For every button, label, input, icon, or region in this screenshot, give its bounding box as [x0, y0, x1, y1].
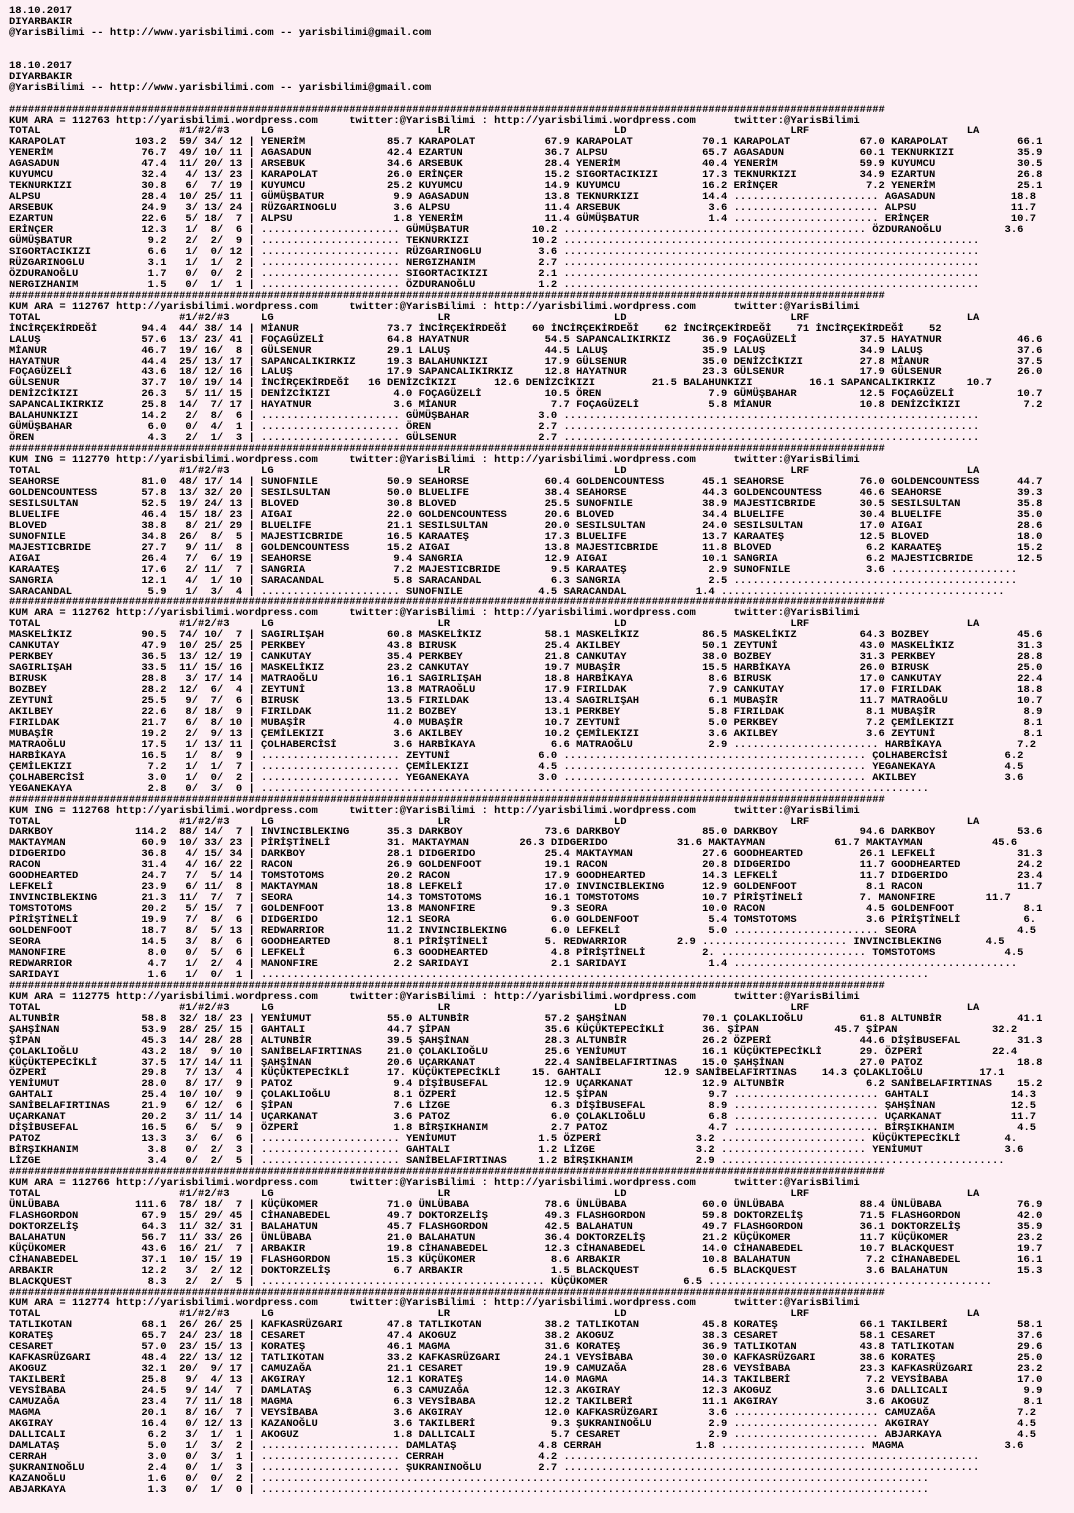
report-line: SAPANCALIKIRKIZ 25.8 14/ 7/ 17 | HAYATNUR 3.6 MİANUR 7.7 FOÇAGÜZELİ 5.8 MİANUR 10.8 DENİZCİKIZI 7.2 [9, 399, 1043, 412]
report-line: GÜMÜŞBATUR 9.2 2/ 2/ 9 | ...................... TEKNURKIZI 10.2 .................................................................. [9, 235, 980, 248]
race-header: KUM ARA = 112766 http://yarisbilimi.wordpress.com twitter:@YarisBilimi : http://yarisbilimi.wordpress.com twitter:@YarisBilimi [9, 1176, 860, 1189]
report-line: LEFKELİ 23.9 6/ 11/ 8 | MAKTAYMAN 18.8 LEFKELİ 17.0 INVINCIBLEKING 12.9 GOLDENFOOT 8.1 RACON 11.7 [9, 881, 1043, 894]
report-line: SANGRIA 12.1 4/ 1/ 10 | SARACANDAL 5.8 SARACANDAL 6.3 SANGRIA 2.5 ............................................. [9, 574, 1018, 587]
report-line: SEORA 14.5 3/ 8/ 6 | GOODHEARTED 8.1 PİRİŞTİNELİ 5. REDWARRIOR 2.9 ....................... INVINCIBLEKING 4.5 [9, 936, 1005, 949]
report-line: UÇARKANAT 20.2 3/ 11/ 14 | UÇARKANAT 3.6 PATOZ 6.0 ÇOLAKLIOĞLU 6.8 ....................... UÇARKANAT 11.7 [9, 1111, 1037, 1124]
report-line: YENİUMUT 28.0 8/ 17/ 9 | PATOZ 9.4 DİŞİBUSEFAL 12.9 UÇARKANAT 12.9 ALTUNBİR 6.2 SANİBELAFIRTINAS 15.2 [9, 1078, 1043, 1091]
report-line: ÇOLAKLIOĞLU 43.2 18/ 9/ 10 | SANİBELAFIRTINAS 21.0 ÇOLAKLIOĞLU 25.6 YENİUMUT 16.1 KÜÇÜKTEPECİKLİ 29. ÖZPERİ 22.4 [9, 1045, 1018, 1058]
column-header: TOTAL #1/#2/#3 LG LR LD LRF LA [9, 618, 980, 631]
report-line: ÖZPERİ 29.8 7/ 13/ 4 | KÜÇÜKTEPECİKLİ 17. KÜÇÜKTEPECİKLİ 15. GAHTALI 12.9 SANİBELAFIRTINAS 14.3 ÇOLAKLIOĞLU 17.1 [9, 1067, 1005, 1080]
report-line: SIGORTACIKIZI 6.6 1/ 0/ 12 | ...................... RÜZGARINOGLU 3.6 .................................................................. [9, 245, 980, 258]
report-line: GOODHEARTED 24.7 7/ 5/ 14 | TOMSTOTOMS 20.2 RACON 17.9 GOODHEARTED 14.3 LEFKELİ 11.7 DIDGERIDO 23.4 [9, 870, 1043, 883]
report-line: CİHANABEDEL 37.1 10/ 15/ 19 | FLASHGORDON 15.3 KÜÇÜKOMER 8.6 ARBAKIR 10.8 BALAHATUN 7.2 CİHANABEDEL 16.1 [9, 1253, 1043, 1266]
report-line: VEYSİBABA 24.5 9/ 14/ 7 | DAMLATAŞ 6.3 CAMUZAĞA 12.3 AKGIRAY 12.3 AKOGUZ 3.6 DALLICALI 9.9 [9, 1385, 1043, 1398]
report-line: DARKBOY 114.2 88/ 14/ 7 | INVINCIBLEKING 35.3 DARKBOY 73.6 DARKBOY 85.0 DARKBOY 94.6 DARKBOY 53.6 [9, 826, 1043, 839]
report-line: MANONFIRE 8.0 0/ 5/ 6 | LEFKELİ 6.3 GOODHEARTED 4.8 PİRİŞTİNELİ 2. ....................... TOMSTOTOMS 4.5 [9, 946, 1024, 959]
section-divider: ########################################################################################################################################### [9, 103, 885, 116]
report-line: PERKBEY 36.5 13/ 12/ 19 | CANKUTAY 35.4 PERKBEY 21.8 CANKUTAY 38.0 BOZBEY 31.3 PERKBEY 28.8 [9, 651, 1043, 664]
race-header: KUM ING = 112770 http://yarisbilimi.wordpress.com twitter:@YarisBilimi : http://yarisbilimi.wordpress.com twitter:@YarisBilimi [9, 454, 860, 467]
blank-line [9, 39, 1042, 50]
report-line: TOMSTOTOMS 20.2 5/ 15/ 7 | GOLDENFOOT 13.8 MANONFIRE 9.3 SEORA 10.0 RACON 4.5 GOLDENFOOT 8.1 [9, 903, 1043, 916]
report-line: NERGIZHANIM 1.5 0/ 1/ 1 | ...................... ÖZDURANOĞLU 1.2 .................................................................. [9, 278, 980, 291]
report-line: ŞUKRANINOĞLU 2.4 0/ 1/ 3 | ...................... ŞUKRANINOĞLU 2.7 .................................................................. [9, 1461, 980, 1474]
report-line: DOKTORZELİŞ 64.3 11/ 32/ 31 | BALAHATUN 45.7 FLASHGORDON 42.5 BALAHATUN 49.7 FLASHGORDON 36.1 DOKTORZELİŞ 35.9 [9, 1220, 1043, 1233]
report-line: MAJESTICBRIDE 27.7 9/ 11/ 8 | GOLDENCOUNTESS 15.2 AIGAI 13.8 MAJESTICBRIDE 11.8 BLOVED 6.2 KARAATEŞ 15.2 [9, 541, 1043, 554]
report-line: KORATEŞ 65.7 24/ 23/ 18 | CESARET 47.4 AKOGUZ 38.2 AKOGUZ 38.3 CESARET 58.1 CESARET 37.6 [9, 1330, 1043, 1343]
report-line: SUNOFNILE 34.8 26/ 8/ 5 | MAJESTICBRIDE 16.5 KARAATEŞ 17.3 BLUELIFE 13.7 KARAATEŞ 12.5 BLOVED 18.0 [9, 530, 1043, 543]
report-line: BIRUSK 28.8 3/ 17/ 14 | MATRAOĞLU 16.1 SAGIRLIŞAH 18.8 HARBİKAYA 8.6 BIRUSK 17.0 CANKUTAY 22.4 [9, 673, 1043, 686]
report-line: REDWARRIOR 4.7 1/ 2/ 4 | MANONFIRE 2.2 SARIDAYI 2.1 SARIDAYI 1.4 ............................................. [9, 957, 1018, 970]
report-line: GÜMÜŞBAHAR 6.0 0/ 4/ 1 | ...................... ÖREN 2.7 .................................................................. [9, 421, 980, 434]
report-line: KÜÇÜKOMER 43.6 16/ 21/ 7 | ARBAKIR 19.8 CİHANABEDEL 12.3 CİHANABEDEL 14.0 CİHANABEDEL 10.7 BLACKQUEST 19.7 [9, 1242, 1043, 1255]
report-line: AKILBEY 22.6 8/ 18/ 9 | FIRILDAK 11.2 BOZBEY 13.1 PERKBEY 5.8 FIRILDAK 8.1 MUBAŞİR 8.9 [9, 706, 1043, 718]
report-line: ÜNLÜBABA 111.6 78/ 18/ 7 | KÜÇÜKOMER 71.0 ÜNLÜBABA 78.6 ÜNLÜBABA 60.0 ÜNLÜBABA 88.4 ÜNLÜBABA 76.9 [9, 1198, 1043, 1211]
report-line: KARAPOLAT 103.2 59/ 34/ 12 | YENERİM 85.7 KARAPOLAT 67.9 KARAPOLAT 70.1 KARAPOLAT 67.0 KARAPOLAT 66.1 [9, 136, 1043, 149]
report-line: KARAATEŞ 17.6 2/ 11/ 7 | SANGRIA 7.2 MAJESTICBRIDE 9.5 KARAATEŞ 2.9 SUNOFNILE 3.6 .................... [9, 563, 1018, 576]
column-header: TOTAL #1/#2/#3 LG LR LD LRF LA [9, 465, 980, 478]
report-line: KUYUMCU 32.4 4/ 13/ 23 | KARAPOLAT 26.0 ERİNÇER 15.2 SIGORTACIKIZI 17.3 TEKNURKIZI 34.9 EZARTUN 26.8 [9, 169, 1043, 182]
race-header: KUM ARA = 112774 http://yarisbilimi.wordpress.com twitter:@YarisBilimi : http://yarisbilimi.wordpress.com twitter:@YarisBilimi [9, 1297, 860, 1310]
report-line: DIYARBAKIR [9, 15, 73, 28]
report-line: ALTUNBİR 58.8 32/ 18/ 23 | YENİUMUT 55.0 ALTUNBİR 57.2 ŞAHŞİNAN 70.1 ÇOLAKLIOĞLU 61.8 ALTUNBİR 41.1 [9, 1012, 1043, 1025]
report-line: AKOGUZ 32.1 20/ 9/ 17 | CAMUZAĞA 21.1 CESARET 19.9 CAMUZAĞA 28.6 VEYSİBABA 23.3 KAFKASRÜZGARI 23.2 [9, 1363, 1043, 1376]
report-line: RACON 31.4 4/ 16/ 22 | RACON 26.9 GOLDENFOOT 19.1 RACON 20.8 DIDGERIDO 11.7 GOODHEARTED 24.2 [9, 859, 1043, 872]
report-line: RÜZGARINOGLU 3.1 1/ 1/ 2 | ...................... NERGIZHANIM 2.7 .................................................................. [9, 256, 980, 269]
report-line: TATLIKOTAN 68.1 26/ 26/ 25 | KAFKASRÜZGARI 47.8 TATLIKOTAN 38.2 TATLIKOTAN 45.8 KORATEŞ 66.1 TAKILBERİ 58.1 [9, 1319, 1043, 1332]
report-line: BALAHATUN 56.7 11/ 33/ 26 | ÜNLÜBABA 21.0 BALAHATUN 36.4 DOKTORZELİŞ 21.2 KÜÇÜKOMER 11.7 KÜÇÜKOMER 23.2 [9, 1231, 1043, 1244]
section-divider: ########################################################################################################################################### [9, 979, 885, 992]
report-line: HAYATNUR 44.4 25/ 13/ 17 | SAPANCALIKIRKIZ 19.3 BALAHUNKIZI 17.9 GÜLSENUR 35.0 DENİZCİKIZI 27.8 MİANUR 37.5 [9, 355, 1043, 368]
report-line: CESARET 57.0 23/ 15/ 13 | KORATEŞ 46.1 MAGMA 31.6 KORATEŞ 36.9 TATLIKOTAN 43.8 TATLIKOTAN 29.6 [9, 1341, 1043, 1354]
report-line: EZARTUN 22.6 5/ 18/ 7 | ALPSU 1.8 YENERİM 11.4 GÜMÜŞBATUR 1.4 ....................... ERİNÇER 10.7 [9, 213, 1037, 226]
report-line: BLUELIFE 46.4 15/ 18/ 23 | AIGAI 22.0 GOLDENCOUNTESS 20.6 BLOVED 34.4 BLUELIFE 30.4 BLUELIFE 35.0 [9, 508, 1043, 521]
blank-line [9, 50, 1042, 61]
report-line: ÖZDURANOĞLU 1.7 0/ 0/ 2 | ...................... SIGORTACIKIZI 2.1 .................................................................. [9, 267, 980, 280]
report-line: FOÇAGÜZELİ 43.6 18/ 12/ 16 | LALUŞ 17.9 SAPANCALIKIRKIZ 12.8 HAYATNUR 23.3 GÜLSENUR 17.9 GÜLSENUR 26.0 [9, 366, 1043, 379]
report-line: TAKILBERİ 25.8 9/ 4/ 13 | AKGIRAY 12.1 KORATEŞ 14.0 MAGMA 14.3 TAKILBERİ 7.2 VEYSİBABA 17.0 [9, 1374, 1043, 1387]
report-line: GOLDENFOOT 18.7 8/ 5/ 13 | REDWARRIOR 11.2 INVINCIBLEKING 6.0 LEFKELİ 5.0 ....................... SEORA 4.5 [9, 925, 1037, 938]
race-report-text [9, 6, 1042, 1496]
race-header: KUM ING = 112768 http://yarisbilimi.wordpress.com twitter:@YarisBilimi : http://yarisbilimi.wordpress.com twitter:@YarisBilimi [9, 804, 860, 817]
report-line: DIDGERIDO 36.8 4/ 15/ 34 | DARKBOY 28.1 DIDGERIDO 25.4 MAKTAYMAN 27.6 GOODHEARTED 26.1 LEFKELİ 31.3 [9, 848, 1043, 861]
report-line: MUBAŞİR 19.2 2/ 9/ 13 | ÇEMİLEKIZI 3.6 AKILBEY 10.2 ÇEMİLEKIZI 3.6 AKILBEY 3.6 ZEYTUNİ 8.1 [9, 727, 1043, 740]
report-line: SARACANDAL 5.9 1/ 3/ 4 | ...................... SUNOFNILE 4.5 SARACANDAL 1.4 ............................................. [9, 585, 1005, 598]
report-line: DAMLATAŞ 5.0 1/ 3/ 2 | ...................... DAMLATAŞ 4.8 CERRAH 1.8 ....................... MAGMA 3.6 [9, 1439, 1024, 1452]
report-line: BİRŞIKHANIM 3.8 0/ 2/ 3 | ...................... GAHTALI 1.2 LİZGE 3.2 ....................... YENİUMUT 3.6 [9, 1144, 1024, 1157]
report-line: ARSEBUK 24.9 3/ 13/ 24 | RÜZGARINOGLU 3.6 ALPSU 11.4 ARSEBUK 3.6 ....................... ALPSU 11.7 [9, 202, 1037, 215]
report-line: DENİZCİKIZI 26.3 5/ 11/ 15 | DENİZCİKIZI 4.0 FOÇAGÜZELİ 10.5 ÖREN 7.9 GÜMÜŞBAHAR 12.5 FOÇAGÜZELİ 10.7 [9, 388, 1043, 401]
report-line: ABJARKAYA 1.3 0/ 1/ 0 | .......................................................................................................... [9, 1483, 929, 1496]
report-line: SESILSULTAN 52.5 19/ 24/ 13 | BLOVED 30.8 BLOVED 25.5 SUNOFNILE 38.9 MAJESTICBRIDE 30.5 SESILSULTAN 35.8 [9, 497, 1043, 510]
report-line: ÇOLHABERCİSİ 3.0 1/ 0/ 2 | ...................... YEGANEKAYA 3.0 ................................................ AKILBEY 3.6 [9, 771, 1024, 784]
column-header: TOTAL #1/#2/#3 LG LR LD LRF LA [9, 125, 980, 138]
report-line: KÜÇÜKTEPECİKLİ 37.5 17/ 14/ 11 | ŞAHŞİNAN 20.6 UÇARKANAT 22.4 SANİBELAFIRTINAS 15.0 ŞAHŞİNAN 27.0 PATOZ 18.8 [9, 1056, 1043, 1069]
race-header: KUM ARA = 112763 http://yarisbilimi.wordpress.com twitter:@YarisBilimi : http://yarisbilimi.wordpress.com twitter:@YarisBilimi [9, 114, 860, 127]
report-line: SEAHORSE 81.0 48/ 17/ 14 | SUNOFNILE 50.9 SEAHORSE 60.4 GOLDENCOUNTESS 45.1 SEAHORSE 76.0 GOLDENCOUNTESS 44.7 [9, 475, 1043, 488]
section-divider: ########################################################################################################################################### [9, 1166, 885, 1179]
report-line: @YarisBilimi -- http://www.yarisbilimi.com -- yarisbilimi@gmail.com [9, 26, 432, 39]
report-line: GOLDENCOUNTESS 57.8 13/ 32/ 20 | SESILSULTAN 50.0 BLUELIFE 38.4 SEAHORSE 44.3 GOLDENCOUNTESS 46.6 SEAHORSE 39.3 [9, 486, 1043, 499]
blank-line [9, 94, 1042, 105]
section-divider: ########################################################################################################################################### [9, 596, 885, 609]
report-line: SAGIRLIŞAH 33.5 11/ 15/ 16 | MASKELİKIZ 23.2 CANKUTAY 19.7 MUBAŞİR 15.5 HARBİKAYA 26.0 BIRUSK 25.0 [9, 662, 1043, 675]
report-line: MASKELİKIZ 90.5 74/ 10/ 7 | SAGIRLIŞAH 60.8 MASKELİKIZ 58.1 MASKELİKIZ 86.5 MASKELİKIZ 64.3 BOZBEY 45.6 [9, 629, 1043, 642]
report-line: ŞİPAN 45.3 14/ 28/ 28 | ALTUNBİR 39.5 ŞAHŞİNAN 28.3 ALTUNBİR 26.2 ÖZPERİ 44.6 DİŞİBUSEFAL 31.3 [9, 1034, 1043, 1047]
column-header: TOTAL #1/#2/#3 LG LR LD LRF LA [9, 1187, 980, 1200]
report-line: AGASADUN 47.4 11/ 20/ 13 | ARSEBUK 34.6 ARSEBUK 28.4 YENERİM 40.4 YENERİM 59.9 KUYUMCU 30.5 [9, 158, 1043, 171]
report-line: 18.10.2017 [9, 5, 73, 17]
report-line: CERRAH 3.0 0/ 3/ 1 | ...................... CERRAH 4.2 .................................................................. [9, 1450, 980, 1463]
report-line: CANKUTAY 47.9 10/ 25/ 25 | PERKBEY 43.8 BIRUSK 25.4 AKILBEY 50.1 ZEYTUNİ 43.0 MASKELİKIZ 31.3 [9, 640, 1043, 653]
report-line: BLOVED 38.8 8/ 21/ 29 | BLUELIFE 21.1 SESILSULTAN 20.0 SESILSULTAN 24.0 SESILSULTAN 17.0 AIGAI 28.6 [9, 519, 1043, 532]
report-line: INVINCIBLEKING 21.3 11/ 7/ 7 | SEORA 14.3 TOMSTOTOMS 16.1 TOMSTOTOMS 10.7 PİRİŞTİNELİ 7. MANONFIRE 11.7 [9, 892, 1011, 905]
report-line: ZEYTUNİ 25.5 9/ 7/ 6 | BIRUSK 13.5 FIRILDAK 13.4 SAGIRLIŞAH 6.1 MUBAŞİR 11.7 MATRAOĞLU 10.7 [9, 695, 1043, 708]
report-line: MİANUR 46.7 19/ 16/ 8 | GÜLSENUR 29.1 LALUŞ 44.5 LALUŞ 35.9 LALUŞ 34.9 LALUŞ 37.6 [9, 344, 1043, 357]
report-line: ARBAKIR 12.2 3/ 2/ 12 | DOKTORZELİŞ 6.7 ARBAKIR 1.5 BLACKQUEST 6.5 BLACKQUEST 3.6 BALAHATUN 15.3 [9, 1264, 1043, 1277]
column-header: TOTAL #1/#2/#3 LG LR LD LRF LA [9, 815, 980, 828]
report-line: FIRILDAK 21.7 6/ 8/ 10 | MUBAŞİR 4.0 MUBAŞİR 10.7 ZEYTUNİ 5.0 PERKBEY 7.2 ÇEMİLEKIZI 8.1 [9, 716, 1043, 729]
section-divider: ########################################################################################################################################### [9, 289, 885, 302]
report-line: ÇEMİLEKIZI 7.2 1/ 1/ 7 | ...................... ÇEMİLEKIZI 4.5 ................................................ YEGANEKAYA 4.5 [9, 760, 1024, 773]
report-line: SARIDAYI 1.6 1/ 0/ 1 | .......................................................................................................... [9, 968, 929, 981]
report-line: DIYARBAKIR [9, 70, 73, 83]
report-line: ŞAHŞİNAN 53.9 28/ 25/ 15 | GAHTALI 44.7 ŞİPAN 35.6 KÜÇÜKTEPECİKLİ 36. ŞİPAN 45.7 ŞİPAN 32.2 [9, 1023, 1018, 1036]
race-header: KUM ARA = 112775 http://yarisbilimi.wordpress.com twitter:@YarisBilimi : http://yarisbilimi.wordpress.com twitter:@YarisBilimi [9, 990, 860, 1003]
race-header: KUM ARA = 112762 http://yarisbilimi.wordpress.com twitter:@YarisBilimi : http://yarisbilimi.wordpress.com twitter:@YarisBilimi [9, 607, 860, 620]
column-header: TOTAL #1/#2/#3 LG LR LD LRF LA [9, 1308, 980, 1321]
report-line: SANİBELAFIRTINAS 21.9 6/ 12/ 6 | ŞİPAN 7.6 LİZGE 6.3 DİŞİBUSEFAL 8.9 ....................... ŞAHŞİNAN 12.5 [9, 1100, 1037, 1113]
report-line: GAHTALI 25.4 10/ 10/ 9 | ÇOLAKLIOĞLU 8.1 ÖZPERİ 12.5 ŞİPAN 9.7 ....................... GAHTALI 14.3 [9, 1089, 1037, 1102]
report-line: BLACKQUEST 8.3 2/ 2/ 5 | ............................................. KÜÇÜKOMER 6.5 ............................................. [9, 1275, 992, 1288]
report-line: PATOZ 13.3 3/ 6/ 6 | ...................... YENİUMUT 1.5 ÖZPERİ 3.2 ....................... KÜÇÜKTEPECİKLİ 4. [9, 1133, 1018, 1146]
report-line: HARBİKAYA 16.5 1/ 8/ 9 | ...................... ZEYTUNİ 6.0 ................................................ ÇOLHABERCİSİ 6.2 [9, 749, 1024, 762]
report-line: BOZBEY 28.2 12/ 6/ 4 | ZEYTUNİ 13.8 MATRAOĞLU 17.9 FIRILDAK 7.9 CANKUTAY 17.0 FIRILDAK 18.8 [9, 684, 1043, 697]
report-line: TEKNURKIZI 30.8 6/ 7/ 19 | KUYUMCU 25.2 KUYUMCU 14.9 KUYUMCU 16.2 ERİNÇER 7.2 YENERİM 25.1 [9, 180, 1043, 193]
report-line: LİZGE 3.4 0/ 2/ 5 | ...................... SANİBELAFIRTINAS 1.2 BİRŞIKHANIM 2.9 ............................................. [9, 1155, 1005, 1168]
report-line: ÖREN 4.3 2/ 1/ 3 | ...................... GÜLSENUR 2.7 .................................................................. [9, 432, 980, 445]
report-line: YEGANEKAYA 2.8 0/ 3/ 0 | .......................................................................................................... [9, 782, 929, 795]
report-line: İNCİRÇEKİRDEĞİ 94.4 44/ 38/ 14 | MİANUR 73.7 İNCİRÇEKİRDEĞİ 60 İNCİRÇEKİRDEĞİ 62 İNCİRÇEKİRDEĞİ 71 İNCİRÇEKİRDEĞİ 52 [9, 322, 942, 335]
report-line: 18.10.2017 [9, 59, 73, 72]
section-divider: ########################################################################################################################################### [9, 1286, 885, 1299]
report-line: @YarisBilimi -- http://www.yarisbilimi.com -- yarisbilimi@gmail.com [9, 81, 432, 94]
report-line: LALUŞ 57.6 13/ 23/ 41 | FOÇAGÜZELİ 64.8 HAYATNUR 54.5 SAPANCALIKIRKIZ 36.9 FOÇAGÜZELİ 37.5 HAYATNUR 46.6 [9, 333, 1043, 346]
section-divider: ########################################################################################################################################### [9, 793, 885, 806]
report-line: MATRAOĞLU 17.5 1/ 13/ 11 | ÇOLHABERCİSİ 3.6 HARBİKAYA 6.6 MATRAOĞLU 2.9 ....................... HARBİKAYA 7.2 [9, 738, 1037, 751]
report-line: KAZANOĞLU 1.6 0/ 0/ 2 | .......................................................................................................... [9, 1472, 929, 1485]
report-line: MAGMA 20.1 8/ 16/ 7 | VEYSİBABA 3.6 AKGIRAY 12.0 KAFKASRÜZGARI 3.6 ....................... CAMUZAĞA 7.2 [9, 1407, 1037, 1419]
report-line: FLASHGORDON 67.9 15/ 29/ 45 | CİHANABEDEL 49.7 DOKTORZELİŞ 49.3 FLASHGORDON 59.8 DOKTORZELİŞ 71.5 FLASHGORDON 42.0 [9, 1209, 1043, 1222]
report-line: GÜLSENUR 37.7 10/ 19/ 14 | İNCİRÇEKİRDEĞİ 16 DENİZCİKIZI 12.6 DENİZCİKIZI 21.5 BALAHUNKIZI 16.1 SAPANCALIKIRKIZ 10.7 [9, 377, 992, 390]
section-divider: ########################################################################################################################################### [9, 443, 885, 456]
report-line: YENERİM 76.7 49/ 10/ 11 | AGASADUN 42.4 EZARTUN 36.7 ALPSU 65.7 AGASADUN 60.1 TEKNURKIZI 35.9 [9, 147, 1043, 160]
report-line: AIGAI 26.4 7/ 6/ 19 | SEAHORSE 9.4 SANGRIA 12.9 AIGAI 10.1 SANGRIA 6.2 MAJESTICBRIDE 12.5 [9, 552, 1043, 565]
report-line: KAFKASRÜZGARI 48.4 22/ 13/ 12 | TATLIKOTAN 33.2 KAFKASRÜZGARI 24.1 VEYSİBABA 30.0 KAFKASRÜZGARI 38.6 KORATEŞ 25.0 [9, 1352, 1043, 1365]
report-line: DALLICALI 6.2 3/ 1/ 1 | AKOGUZ 1.8 DALLICALI 5.7 CESARET 2.9 ....................... ABJARKAYA 4.5 [9, 1428, 1037, 1441]
report-line: ERİNÇER 12.3 1/ 8/ 6 | ...................... GÜMÜŞBATUR 10.2 ................................................ ÖZDURANOĞLU 3.6 [9, 224, 1024, 237]
column-header: TOTAL #1/#2/#3 LG LR LD LRF LA [9, 311, 980, 324]
report-line: CAMUZAĞA 23.4 7/ 11/ 18 | MAGMA 6.3 VEYSİBABA 12.2 TAKILBERİ 11.1 AKGIRAY 3.6 AKOGUZ 8.1 [9, 1396, 1043, 1409]
report-line: BALAHUNKIZI 14.2 2/ 8/ 6 | ...................... GÜMÜŞBAHAR 3.0 .................................................................. [9, 410, 980, 423]
report-line: PİRİŞTİNELİ 19.9 7/ 8/ 6 | DIDGERIDO 12.1 SEORA 6.0 GOLDENFOOT 5.4 TOMSTOTOMS 3.6 PİRİŞTİNELİ 6. [9, 914, 1037, 927]
report-line: MAKTAYMAN 60.9 10/ 33/ 23 | PİRİŞTİNELİ 31. MAKTAYMAN 26.3 DIDGERIDO 31.6 MAKTAYMAN 61.7 MAKTAYMAN 45.6 [9, 837, 1018, 850]
column-header: TOTAL #1/#2/#3 LG LR LD LRF LA [9, 1001, 980, 1014]
report-line: ALPSU 28.4 10/ 25/ 11 | GÜMÜŞBATUR 9.9 AGASADUN 13.8 TEKNURKIZI 14.4 ....................... AGASADUN 18.8 [9, 191, 1037, 204]
race-header: KUM ARA = 112767 http://yarisbilimi.wordpress.com twitter:@YarisBilimi : http://yarisbilimi.wordpress.com twitter:@YarisBilimi [9, 300, 860, 313]
report-line: AKGIRAY 16.4 0/ 12/ 13 | KAZANOĞLU 3.6 TAKILBERİ 9.3 ŞUKRANINOĞLU 2.9 ....................... AKGIRAY 4.5 [9, 1417, 1037, 1430]
report-line: DİŞİBUSEFAL 16.5 6/ 5/ 9 | ÖZPERİ 1.8 BİRŞIKHANIM 2.7 PATOZ 4.7 ....................... BİRŞIKHANIM 4.5 [9, 1122, 1037, 1135]
